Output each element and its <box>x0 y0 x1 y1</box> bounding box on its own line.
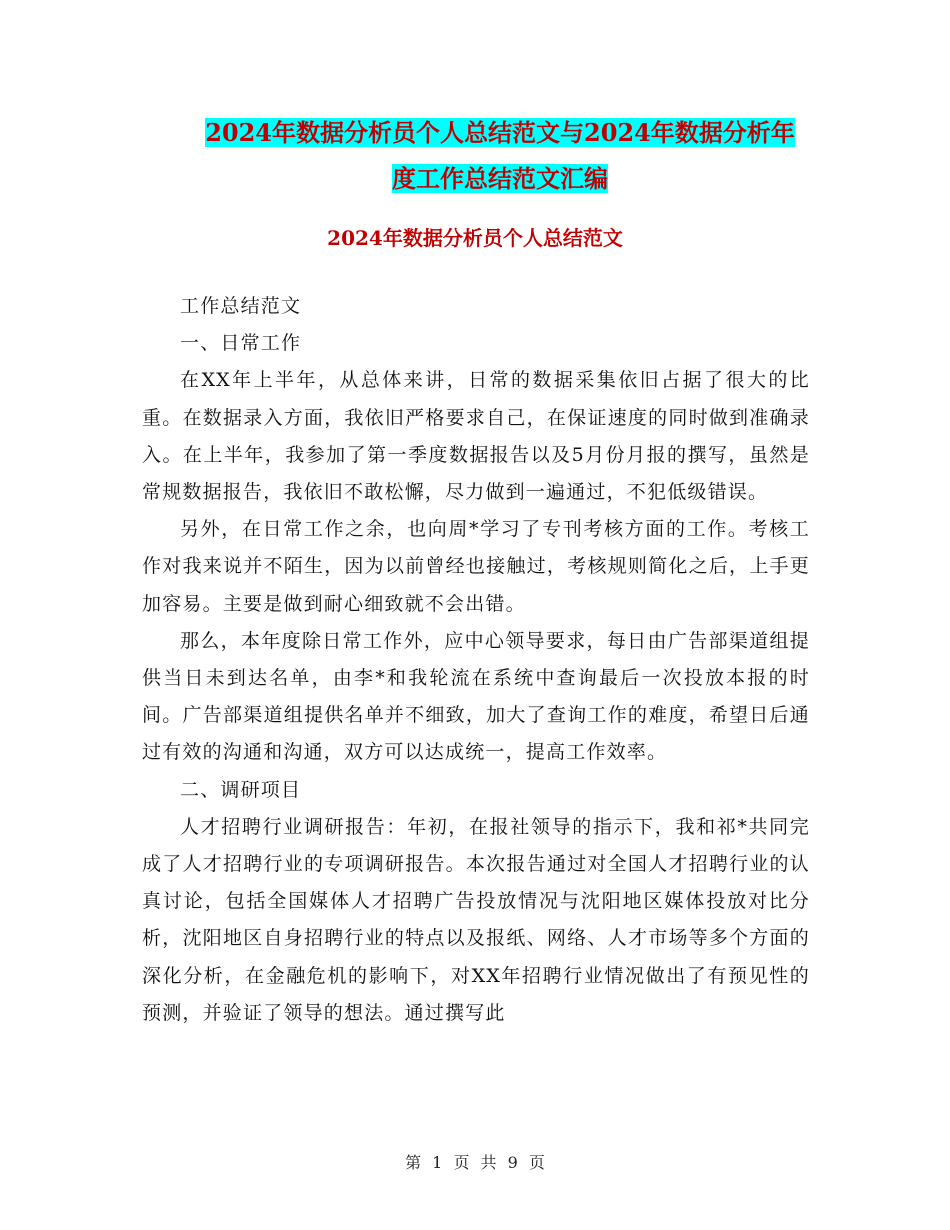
document-title <box>140 110 860 202</box>
paragraph-subheading-daily-work: 一、日常工作 <box>180 332 302 355</box>
document-title-line-1: 2024年数据分析员个人总结范文与2024年数据分析年 <box>205 118 795 147</box>
paragraph-subheading-research: 二、调研项目 <box>180 778 302 801</box>
paragraph: 人才招聘行业调研报告：年初，在报社领导的指示下，我和祁*共同完成了人才招聘行业的专项调研报告。本次报告通过对全国人才招聘行业的认真讨论，包括全国媒体人才招聘广告投放情况与沈阳地区媒体投放对比分析，沈阳地区自身招聘行业的特点以及报纸、网络、人才市场等多个方面的深化分析，在金融危机的影响下，对XX年招聘行业情况做出了有预见性的预测，并验证了领导的想法。通过撰写此 <box>142 815 810 1024</box>
paragraph: 另外，在日常工作之余，也向周*学习了专刊考核方面的工作。考核工作对我来说并不陌生，因为以前曾经也接触过，考核规则简化之后，上手更加容易。主要是做到耐心细致就不会出错。 <box>142 518 810 615</box>
page-footer: 第 1 页 共 9 页 <box>405 1153 545 1172</box>
document-title-line-2: 度工作总结范文汇编 <box>392 164 608 193</box>
paragraph: 那么，本年度除日常工作外，应中心领导要求，每日由广告部渠道组提供当日未到达名单，由李*和我轮流在系统中查询最后一次投放本报的时间。广告部渠道组提供名单并不细致，加大了查询工作的难度，希望日后通过有效的沟通和沟通，双方可以达成统一，提高工作效率。 <box>142 629 810 764</box>
paragraph-heading: 工作总结范文 <box>180 295 302 317</box>
section-title: 2024年数据分析员个人总结范文 <box>327 226 623 250</box>
paragraph: 在XX年上半年，从总体来讲，日常的数据采集依旧占据了很大的比重。在数据录入方面，我依旧严格要求自己，在保证速度的同时做到准确录入。在上半年，我参加了第一季度数据报告以及5月份月报的撰写，虽然是常规数据报告，我依旧不敢松懈，尽力做到一遍通过，不犯低级错误。 <box>142 369 810 504</box>
document-body <box>142 288 810 1032</box>
